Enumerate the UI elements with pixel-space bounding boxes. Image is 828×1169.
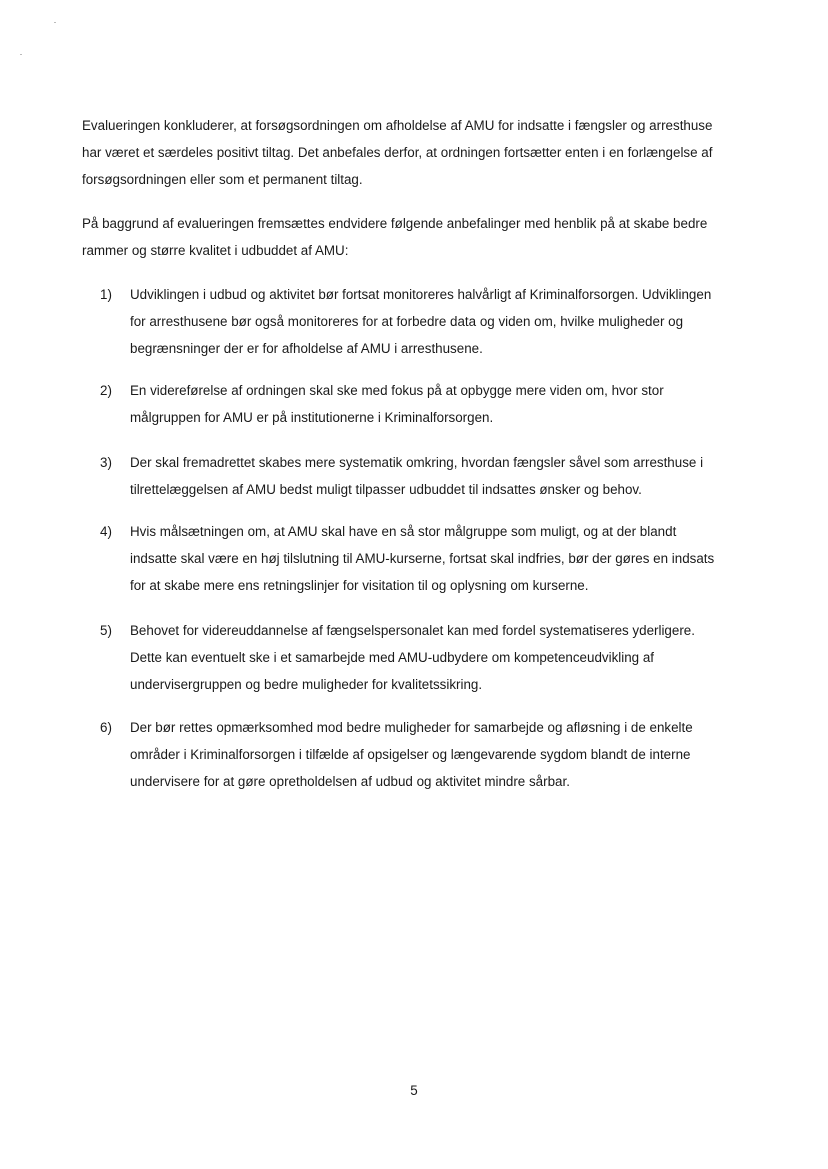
recommendation-text [130,714,752,795]
paragraph-line: undervisere for at gøre opretholdelsen af udbud og aktivitet mindre sårbar. [130,774,570,789]
list-number: 4) [100,524,112,539]
paragraph-line: forsøgsordningen eller som et permanent tiltag. [82,172,363,187]
paragraph-line: Udviklingen i udbud og aktivitet bør fortsat monitoreres halvårligt af Kriminalforsorgen. Udviklingen [130,287,712,302]
recommendation-text [130,377,752,431]
paragraph-line: En videreførelse af ordningen skal ske med fokus på at opbygge mere viden om, hvor stor [130,383,664,398]
paragraph-line: rammer og større kvalitet i udbuddet af AMU: [82,243,349,258]
paragraph-line: målgruppen for AMU er på institutionerne i Kriminalforsorgen. [130,410,494,425]
paragraph-line: Der bør rettes opmærksomhed mod bedre muligheder for samarbejde og afløsning i de enkelte [130,720,693,735]
paragraph-line: for at skabe mere ens retningslinjer for visitation til og oplysning om kurserne. [130,578,589,593]
recommendation-text [130,518,752,599]
paragraph-line: Behovet for videreuddannelse af fængselspersonalet kan med fordel systematiseres yderligere. [130,623,695,638]
paragraph-line: områder i Kriminalforsorgen i tilfælde af opsigelser og længevarende sygdom blandt de interne [130,747,691,762]
intro-paragraph [82,112,752,193]
paragraph-line: har været et særdeles positivt tiltag. Det anbefales derfor, at ordningen fortsætter enten i en forlængelse af [82,145,713,160]
paragraph-line: Evalueringen konkluderer, at forsøgsordningen om afholdelse af AMU for indsatte i fængsler og arresthuse [82,118,713,133]
list-number: 2) [100,383,112,398]
list-number: 5) [100,623,112,638]
recommendation-text [130,449,752,503]
paragraph-line: for arresthusene bør også monitoreres for at forbedre data og viden om, hvilke muligheder og [130,314,684,329]
paragraph-line: Dette kan eventuelt ske i et samarbejde med AMU-udbydere om kompetenceudvikling af [130,650,654,665]
scan-speck [20,54,22,55]
list-number: 1) [100,287,112,302]
page-number: 5 [410,1083,418,1098]
paragraph-line: tilrettelæggelsen af AMU bedst muligt tilpasser udbuddet til indsattes ønsker og behov. [130,482,642,497]
list-number: 6) [100,720,112,735]
paragraph-line: På baggrund af evalueringen fremsættes endvidere følgende anbefalinger med henblik på at skabe bedre [82,216,708,231]
scan-speck [54,22,56,23]
paragraph-line: undervisergruppen og bedre muligheder for kvalitetssikring. [130,677,483,692]
recommendation-text [130,617,752,698]
paragraph-line: indsatte skal være en høj tilslutning til AMU-kurserne, fortsat skal indfries, bør der gøres en indsats [130,551,715,566]
list-number: 3) [100,455,112,470]
paragraph-line: begrænsninger der er for afholdelse af AMU i arresthusene. [130,341,483,356]
recommendation-text [130,281,752,362]
lead-paragraph [82,210,752,264]
paragraph-line: Hvis målsætningen om, at AMU skal have en så stor målgruppe som muligt, og at der blandt [130,524,677,539]
paragraph-line: Der skal fremadrettet skabes mere systematik omkring, hvordan fængsler såvel som arresthuse i [130,455,704,470]
